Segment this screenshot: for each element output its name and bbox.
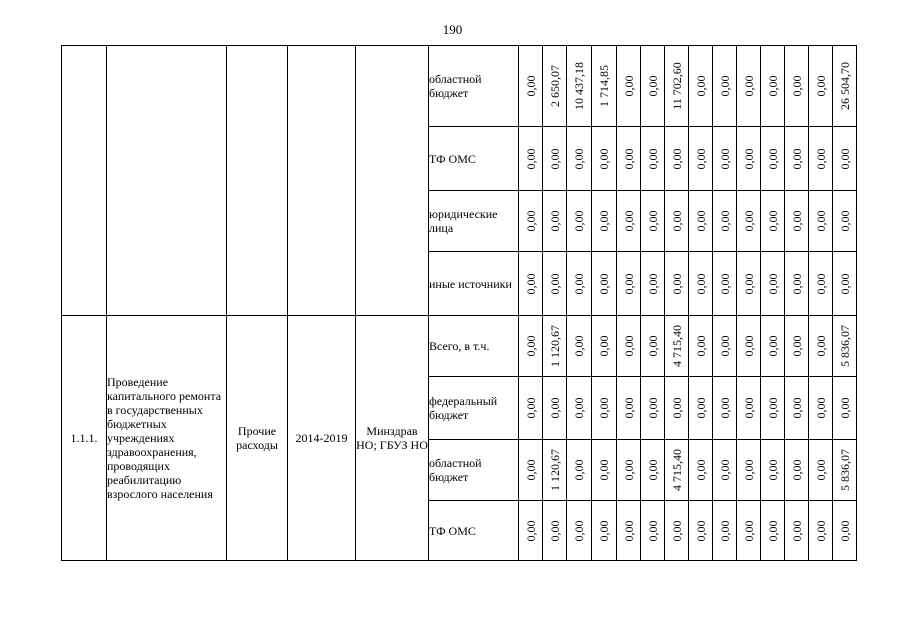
value-cell: 0,00 <box>689 316 713 377</box>
value-cell: 0,00 <box>641 127 665 191</box>
value-cell: 0,00 <box>519 46 543 127</box>
value-cell: 0,00 <box>592 252 617 316</box>
value-cell: 0,00 <box>761 501 785 561</box>
value-cell: 1 714,85 <box>592 46 617 127</box>
number-cell <box>62 46 107 316</box>
value-cell: 0,00 <box>689 46 713 127</box>
source-label: иные источники <box>429 252 519 316</box>
value-cell: 0,00 <box>833 501 857 561</box>
budget-table <box>61 45 857 561</box>
value-cell: 0,00 <box>617 377 641 440</box>
value-cell: 0,00 <box>737 191 761 252</box>
value-cell: 0,00 <box>665 252 689 316</box>
value-cell: 0,00 <box>592 377 617 440</box>
value-cell: 0,00 <box>592 316 617 377</box>
value-cell: 0,00 <box>567 191 592 252</box>
value-cell: 0,00 <box>617 440 641 501</box>
value-cell: 0,00 <box>737 440 761 501</box>
value-cell: 0,00 <box>785 46 809 127</box>
page-number: 190 <box>442 22 463 37</box>
value-cell: 0,00 <box>543 252 567 316</box>
value-cell: 0,00 <box>689 252 713 316</box>
value-cell: 0,00 <box>713 191 737 252</box>
value-cell: 5 836,07 <box>833 316 857 377</box>
value-cell: 0,00 <box>641 377 665 440</box>
value-cell: 0,00 <box>809 46 833 127</box>
value-cell: 0,00 <box>519 316 543 377</box>
value-cell: 0,00 <box>785 127 809 191</box>
value-cell: 0,00 <box>737 377 761 440</box>
value-cell: 0,00 <box>689 501 713 561</box>
executor: Минздрав НО; ГБУЗ НО <box>356 316 429 561</box>
item-name: Проведение капитального ремонта в государственных бюджетных учреждениях здравоохранения, проводящих реабилитацию взрослого населения <box>107 316 227 561</box>
value-cell: 2 650,07 <box>543 46 567 127</box>
value-cell: 0,00 <box>519 191 543 252</box>
value-cell: 0,00 <box>809 501 833 561</box>
value-cell: 0,00 <box>689 191 713 252</box>
value-cell: 1 120,67 <box>543 316 567 377</box>
value-cell: 0,00 <box>785 501 809 561</box>
value-cell: 0,00 <box>543 377 567 440</box>
value-cell: 0,00 <box>713 252 737 316</box>
source-label: юридические лица <box>429 191 519 252</box>
value-cell: 0,00 <box>833 127 857 191</box>
source-label: областной бюджет <box>429 46 519 127</box>
value-cell: 0,00 <box>689 377 713 440</box>
value-cell: 0,00 <box>737 46 761 127</box>
value-cell: 0,00 <box>785 440 809 501</box>
value-cell: 0,00 <box>519 440 543 501</box>
value-cell: 0,00 <box>519 252 543 316</box>
expense-type-cell <box>227 46 288 316</box>
source-label: областной бюджет <box>429 440 519 501</box>
period: 2014-2019 <box>288 316 356 561</box>
value-cell: 0,00 <box>665 191 689 252</box>
value-cell: 0,00 <box>567 127 592 191</box>
value-cell: 0,00 <box>809 127 833 191</box>
value-cell: 0,00 <box>543 191 567 252</box>
value-cell: 0,00 <box>713 377 737 440</box>
value-cell: 10 437,18 <box>567 46 592 127</box>
value-cell: 0,00 <box>519 501 543 561</box>
value-cell: 0,00 <box>761 46 785 127</box>
value-cell: 0,00 <box>785 377 809 440</box>
value-cell: 0,00 <box>713 501 737 561</box>
value-cell: 0,00 <box>809 316 833 377</box>
source-label: ТФ ОМС <box>429 127 519 191</box>
value-cell: 26 504,70 <box>833 46 857 127</box>
value-cell: 5 836,07 <box>833 440 857 501</box>
value-cell: 0,00 <box>737 127 761 191</box>
table-row <box>62 316 857 377</box>
value-cell: 0,00 <box>617 252 641 316</box>
value-cell: 0,00 <box>665 501 689 561</box>
value-cell: 4 715,40 <box>665 316 689 377</box>
table-row <box>62 46 857 127</box>
expense-type: Прочие расходы <box>227 316 288 561</box>
value-cell: 0,00 <box>713 440 737 501</box>
value-cell: 0,00 <box>592 191 617 252</box>
value-cell: 0,00 <box>641 191 665 252</box>
value-cell: 0,00 <box>617 501 641 561</box>
value-cell: 0,00 <box>617 46 641 127</box>
value-cell: 0,00 <box>809 377 833 440</box>
value-cell: 0,00 <box>785 191 809 252</box>
value-cell: 1 120,67 <box>543 440 567 501</box>
value-cell: 0,00 <box>761 316 785 377</box>
value-cell: 0,00 <box>519 377 543 440</box>
value-cell: 0,00 <box>592 440 617 501</box>
value-cell: 0,00 <box>833 252 857 316</box>
value-cell: 0,00 <box>665 127 689 191</box>
value-cell: 0,00 <box>641 46 665 127</box>
period-cell <box>288 46 356 316</box>
value-cell: 0,00 <box>713 127 737 191</box>
value-cell: 0,00 <box>641 501 665 561</box>
value-cell: 0,00 <box>617 191 641 252</box>
value-cell: 0,00 <box>641 252 665 316</box>
value-cell: 0,00 <box>761 440 785 501</box>
value-cell: 0,00 <box>761 377 785 440</box>
value-cell: 0,00 <box>641 316 665 377</box>
value-cell: 0,00 <box>617 127 641 191</box>
item-number: 1.1.1. <box>62 316 107 561</box>
value-cell: 0,00 <box>567 501 592 561</box>
value-cell: 0,00 <box>567 377 592 440</box>
value-cell: 0,00 <box>519 127 543 191</box>
value-cell: 0,00 <box>713 46 737 127</box>
value-cell: 0,00 <box>543 501 567 561</box>
value-cell: 0,00 <box>543 127 567 191</box>
executor-cell <box>356 46 429 316</box>
value-cell: 0,00 <box>689 440 713 501</box>
value-cell: 0,00 <box>737 316 761 377</box>
value-cell: 0,00 <box>737 501 761 561</box>
value-cell: 0,00 <box>809 440 833 501</box>
value-cell: 0,00 <box>809 252 833 316</box>
value-cell: 0,00 <box>809 191 833 252</box>
value-cell: 0,00 <box>617 316 641 377</box>
value-cell: 0,00 <box>592 501 617 561</box>
value-cell: 0,00 <box>713 316 737 377</box>
source-label: федеральный бюджет <box>429 377 519 440</box>
value-cell: 0,00 <box>567 316 592 377</box>
value-cell: 0,00 <box>737 252 761 316</box>
value-cell: 0,00 <box>761 191 785 252</box>
value-cell: 11 702,60 <box>665 46 689 127</box>
value-cell: 0,00 <box>761 252 785 316</box>
value-cell: 0,00 <box>567 252 592 316</box>
value-cell: 0,00 <box>761 127 785 191</box>
value-cell: 0,00 <box>592 127 617 191</box>
value-cell: 0,00 <box>785 252 809 316</box>
value-cell: 0,00 <box>567 440 592 501</box>
value-cell: 0,00 <box>641 440 665 501</box>
source-label: Всего, в т.ч. <box>429 316 519 377</box>
value-cell: 0,00 <box>689 127 713 191</box>
value-cell: 0,00 <box>785 316 809 377</box>
value-cell: 0,00 <box>833 377 857 440</box>
name-cell <box>107 46 227 316</box>
value-cell: 0,00 <box>665 377 689 440</box>
value-cell: 4 715,40 <box>665 440 689 501</box>
value-cell: 0,00 <box>833 191 857 252</box>
source-label: ТФ ОМС <box>429 501 519 561</box>
